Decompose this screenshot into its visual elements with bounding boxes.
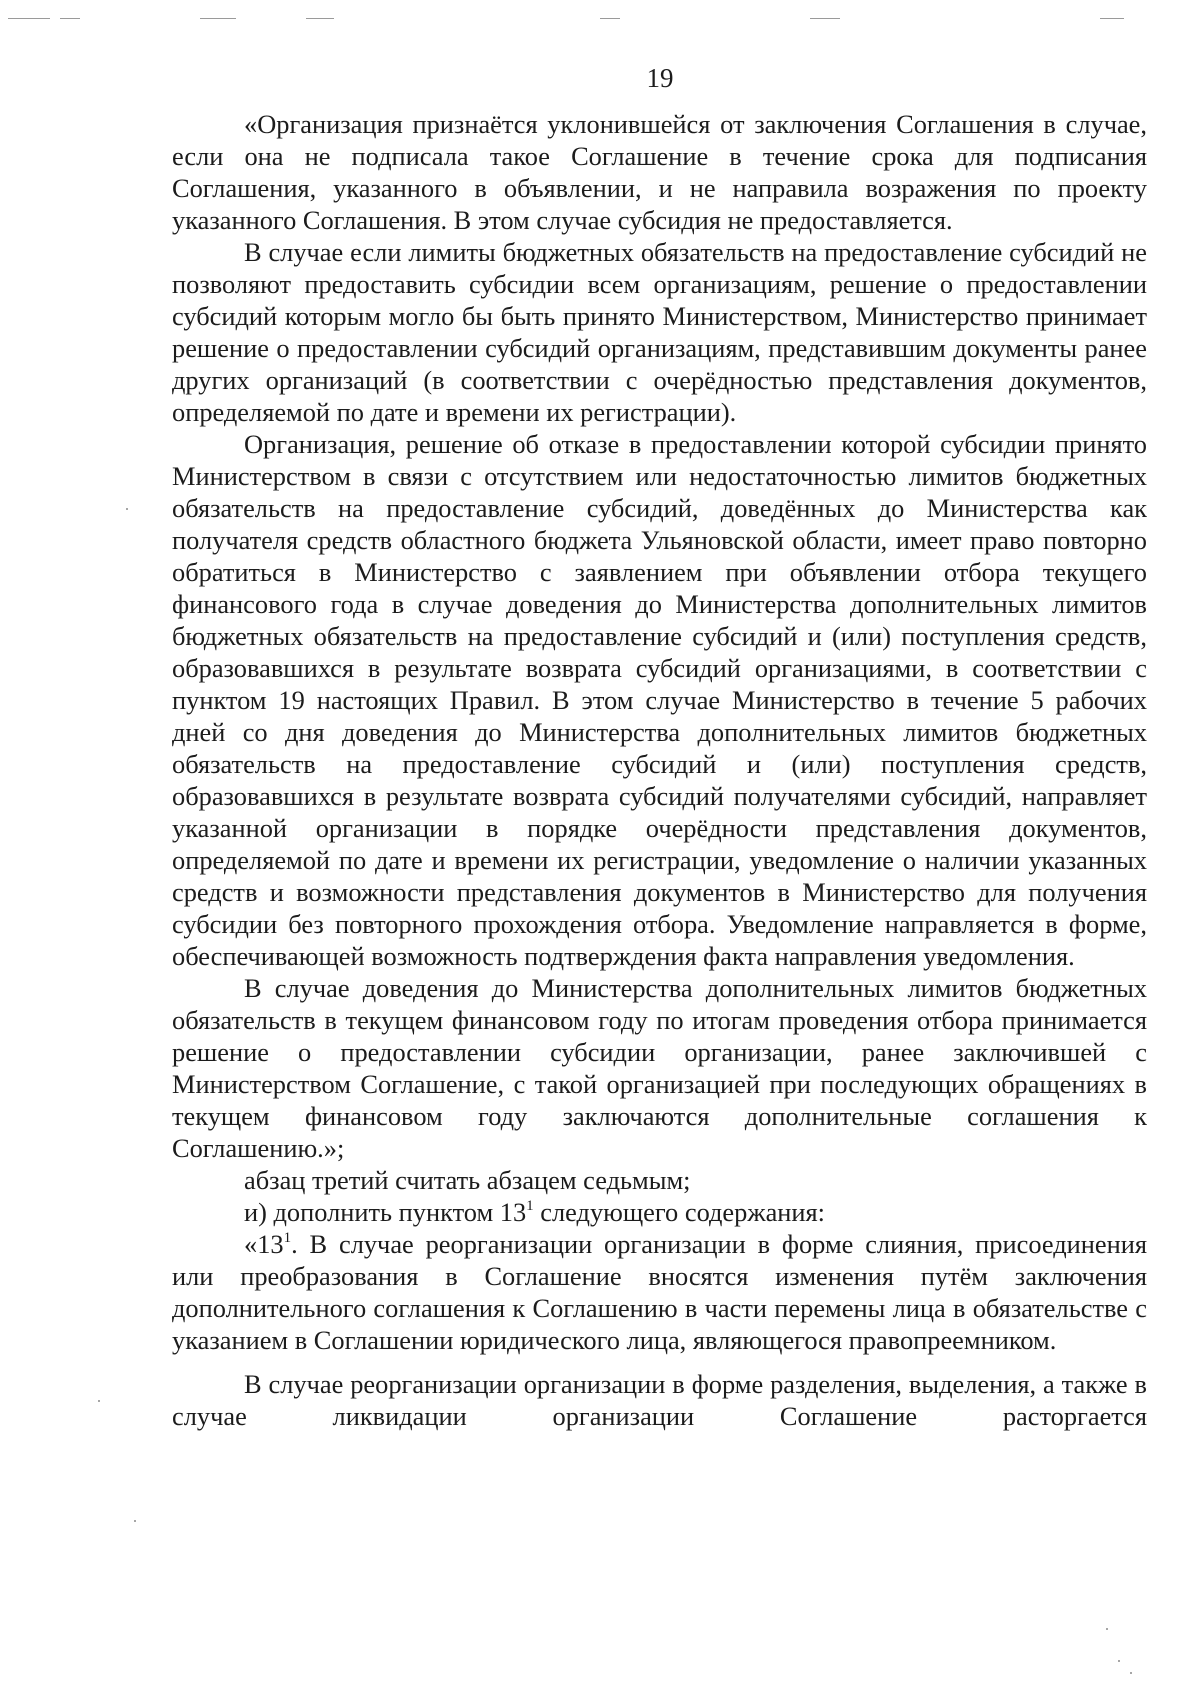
scan-artifact [306, 18, 334, 19]
paragraph-item-13-1 [172, 1228, 1147, 1356]
item-i-text-end: следующего содержания: [533, 1197, 825, 1227]
paragraph-additional-limits: В случае доведения до Министерства дополнительных лимитов бюджетных обязательств в текущем финансовом году по итогам проведения отбора принимается решение о предоставлении субсидии организации, ранее заключившей с Министерством Соглашение, с такой организацией при последующих обращениях в текущем финансовом году заключаются дополнительные соглашения к Соглашению.»; [172, 973, 1147, 1163]
item-13-1-text: . В случае реорганизации организации в форме слияния, присоединения или преобразования в Соглашение вносятся изменения путём заключения дополнительного соглашения к Соглашению в части перемены лица в обязательстве с указанием в Соглашении юридического лица, являющегося правопреемником. [172, 1229, 1147, 1355]
scan-artifact [200, 18, 236, 19]
scan-artifact [1118, 1660, 1120, 1662]
paragraph-evasion: «Организация признаётся уклонившейся от заключения Соглашения в случае, если она не подписала такое Соглашение в течение срока для подписания Соглашения, указанного в объявлении, и не направила возражения по проекту указанного Соглашения. В этом случае субсидия не предоставляется. [172, 109, 1147, 235]
scan-artifact [1130, 1672, 1132, 1674]
paragraph-refusal-reapply: Организация, решение об отказе в предоставлении которой субсидии принято Министерством в связи с отсутствием или недостаточностью лимитов бюджетных обязательств на предоставление субсидий, доведённых до Министерства как получателя средств областного бюджета Ульяновской области, имеет право повторно обратиться в Министерство с заявлением при объявлении отбора текущего финансового года в случае доведения до Министерства дополнительных лимитов бюджетных обязательств на предоставление субсидий и (или) поступления средств, образовавшихся в результате возврата субсидий организациями, в соответствии с пунктом 19 настоящих Правил. В этом случае Министерство в течение 5 рабочих дней со дня доведения до Министерства дополнительных лимитов бюджетных обязательств на предоставление субсидий и (или) поступления средств, образовавшихся в результате возврата субсидий получателями субсидий, направляет указанной организации в порядке очерёдности представления документов, определяемой по дате и времени их регистрации, уведомление о наличии указанных средств и возможности представления документов в Министерство для получения субсидии без повторного прохождения отбора. Уведомление направляется в форме, обеспечивающей возможность подтверждения факта направления уведомления. [172, 429, 1147, 971]
scan-artifact [1100, 18, 1124, 19]
scan-artifact [98, 1400, 100, 1402]
document-body [172, 108, 1147, 1432]
scan-artifact [1106, 1628, 1108, 1630]
scan-artifact [134, 1520, 136, 1522]
scan-artifact [126, 508, 128, 510]
paragraph-paragraph-renumbering: абзац третий считать абзацем седьмым; [244, 1165, 691, 1195]
paragraph-budget-limits: В случае если лимиты бюджетных обязательств на предоставление субсидий не позволяют предоставить субсидии всем организациям, решение о предоставлении субсидий которым могло бы быть принято Министерством, Министерство принимает решение о предоставлении субсидий организациям, представившим документы ранее других организаций (в соответствии с очерёдностью представления документов, определяемой по дате и времени их регистрации). [172, 237, 1147, 427]
paragraph-amendment-item-i [172, 1196, 1147, 1228]
scan-artifact [60, 18, 80, 19]
item-i-text: и) дополнить пунктом 13 [244, 1197, 527, 1227]
item-13-1-superscript: 1 [283, 1230, 292, 1246]
item-i-superscript: 1 [526, 1198, 534, 1214]
scan-artifact [600, 18, 620, 19]
item-13-1-number: «13 [244, 1229, 284, 1259]
scan-artifact [8, 18, 50, 19]
page-number: 19 [646, 63, 674, 93]
paragraph-reorganization-termination: В случае реорганизации организации в форме разделения, выделения, а также в случае ликвидации организации Соглашение расторгается [172, 1369, 1147, 1431]
scan-artifact [810, 18, 840, 19]
